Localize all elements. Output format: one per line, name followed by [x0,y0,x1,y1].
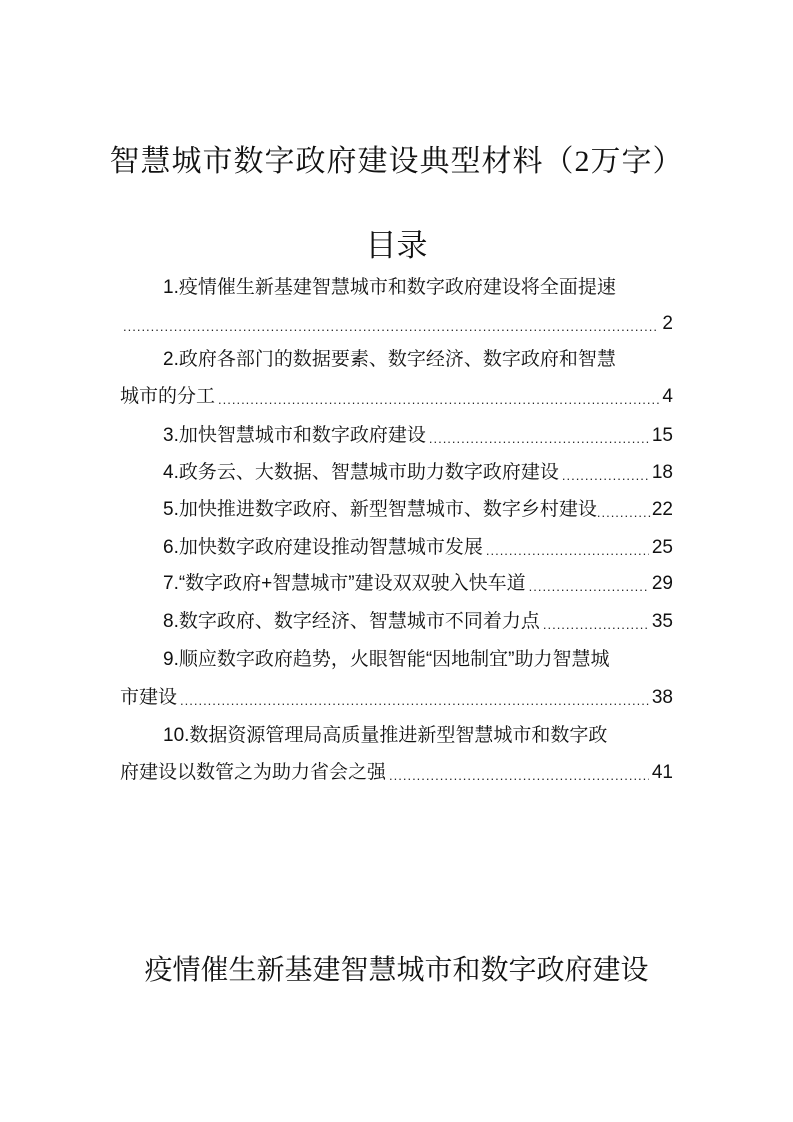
dot-leader [123,318,659,336]
toc-entry-text: 5.加快推进数字政府、新型智慧城市、数字乡村建设 [163,499,597,520]
dot-leader [597,504,652,522]
dot-leader [529,578,649,596]
toc-page-number: 29 [651,573,673,594]
toc-entry-6[interactable] [120,530,673,560]
toc-page-number: 22 [651,499,673,520]
dot-leader [429,430,649,448]
toc-entry-4[interactable] [120,455,673,485]
dot-leader [180,692,649,710]
toc-entry-10[interactable] [120,718,673,748]
toc-entry-1-leader[interactable] [120,306,673,336]
dot-leader [543,616,649,634]
toc-entry-text: 1.疫情催生新基建智慧城市和数字政府建设将全面提速 [163,277,616,298]
toc-entry-9-leader[interactable] [120,680,673,710]
toc-page-number: 4 [662,386,673,407]
dot-leader [389,767,649,785]
toc-title: 目录 [365,228,428,263]
toc-entry-9[interactable] [120,642,673,672]
toc-page-number: 41 [651,762,673,783]
document-title: 智慧城市数字政府建设典型材料（2万字） [109,145,684,178]
toc-entry-2[interactable] [120,342,673,372]
toc-entry-text: 市建设 [120,687,178,708]
toc-entry-text: 2.政府各部门的数据要素、数字经济、数字政府和智慧 [163,349,616,370]
toc-entry-text: 4.政务云、大数据、智慧城市助力数字政府建设 [163,462,559,483]
toc-entry-1[interactable] [120,270,673,300]
toc-entry-text: 6.加快数字政府建设推动智慧城市发展 [163,537,483,558]
toc-entry-8[interactable] [120,604,673,634]
dot-leader [218,391,659,409]
toc-page-number: 2 [662,313,673,334]
toc-page-number: 38 [651,687,673,708]
toc-entry-text: 城市的分工 [120,386,216,407]
toc-entry-text: 8.数字政府、数字经济、智慧城市不同着力点 [163,611,540,632]
toc-entry-text: 3.加快智慧城市和数字政府建设 [163,425,426,446]
toc-entry-text: 7.“数字政府+智慧城市”建设双双驶入快车道 [163,573,526,594]
toc-page-number: 25 [651,537,673,558]
toc-entry-2-leader[interactable] [120,379,673,409]
toc-page-number: 18 [651,462,673,483]
toc-page-number: 15 [651,425,673,446]
toc-entry-text: 9.顺应数字政府趋势，火眼智能“因地制宜”助力智慧城 [163,649,610,670]
toc-entry-7[interactable] [120,566,673,596]
dot-leader [486,542,649,560]
toc-entry-5[interactable] [120,492,673,522]
section-heading: 疫情催生新基建智慧城市和数字政府建设 [144,955,649,986]
toc-entry-text: 府建设以数管之为助力省会之强 [120,762,387,783]
toc-entry-text: 10.数据资源管理局高质量推进新型智慧城市和数字政 [163,725,608,746]
dot-leader [562,467,649,485]
toc-entry-10-leader[interactable] [120,755,673,785]
toc-entry-3[interactable] [120,418,673,448]
toc-page-number: 35 [651,611,673,632]
